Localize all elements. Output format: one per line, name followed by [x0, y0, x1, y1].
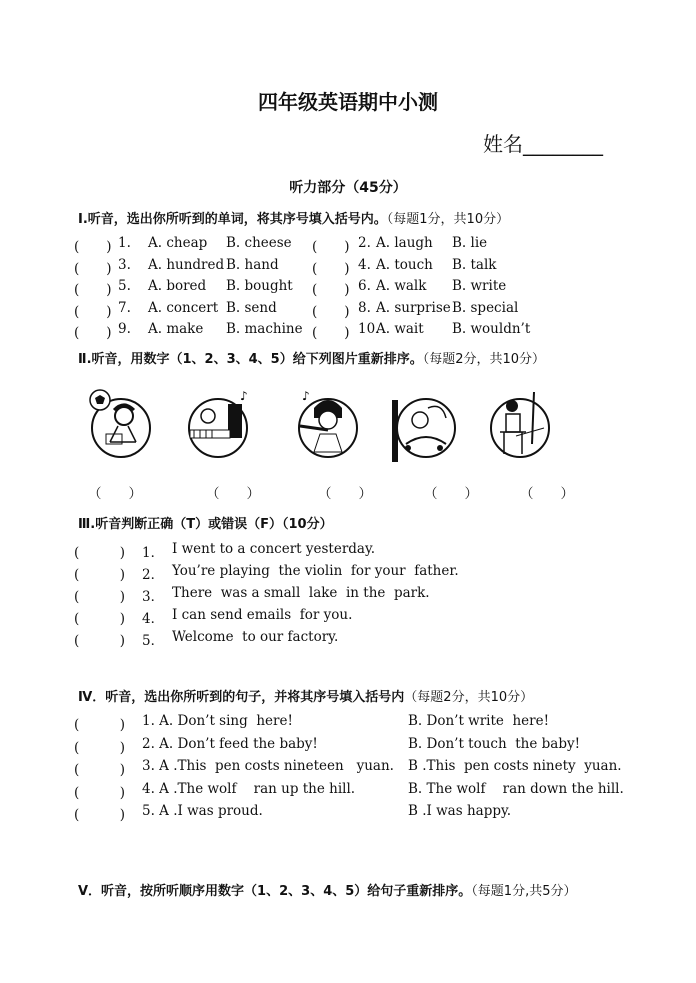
pic-blank-4[interactable]: （ ） [424, 486, 478, 502]
football-icon [88, 386, 154, 464]
item-number: 4. [358, 256, 371, 273]
sec5-score: （每题1分,共5分） [471, 884, 577, 899]
answer-blank[interactable]: ( ) [74, 260, 112, 277]
sec4-heading-text: Ⅳ．听音，选出你所听到的句子，并将其序号填入括号内 [78, 690, 405, 705]
listening-heading: 听力部分（45分） [289, 180, 407, 196]
option-b: B. lie [452, 235, 488, 251]
option-a: A. wait [376, 321, 424, 337]
option-b: B .This pen costs ninety yuan. [408, 758, 622, 774]
item-number: 9. [118, 321, 131, 337]
page-title: 四年级英语期中小测 [258, 90, 438, 114]
option-a: A. bored [148, 278, 207, 294]
option-b: B. talk [452, 256, 497, 273]
name-blank: ________ [523, 132, 603, 156]
answer-blank[interactable]: ( ) [312, 303, 350, 320]
option-a: 2. A. Don’t feed the baby! [142, 735, 318, 752]
sec1-heading-text: Ⅰ.听音，选出你所听到的单词，将其序号填入括号内。 [78, 212, 387, 227]
option-a: A. touch [376, 256, 433, 273]
answer-blank[interactable]: ( ) [74, 303, 112, 320]
answer-blank[interactable]: ( ) [312, 282, 350, 298]
option-b: B. Don’t touch the baby! [408, 735, 581, 752]
sec3-heading-text: Ⅲ.听音判断正确（T）或错误（F）（10分） [78, 517, 333, 532]
sec3-heading [78, 513, 333, 532]
answer-blank[interactable]: ( ) [312, 260, 350, 277]
answer-blank[interactable]: ( ) [74, 239, 112, 255]
item-number: 3. [118, 256, 131, 273]
pic-blank-1[interactable]: （ ） [88, 486, 142, 502]
statement-text: I went to a concert yesterday. [172, 541, 376, 557]
option-a: A. laugh [376, 235, 433, 251]
answer-blank[interactable]: ( ) [74, 325, 112, 341]
answer-blank[interactable]: ( ) [74, 589, 126, 605]
svg-text:♪: ♪ [302, 389, 310, 403]
item-number: 6. [358, 278, 371, 294]
pic-blank-5[interactable]: （ ） [520, 486, 574, 502]
name-label: 姓名 [483, 132, 523, 156]
piano-icon [184, 386, 250, 464]
dancing-icon [392, 386, 458, 464]
statement-text: I can send emails for you. [172, 607, 353, 623]
sec2-heading-text: Ⅱ.听音，用数字（1、2、3、4、5）给下列图片重新排序。 [78, 352, 423, 367]
sec5-heading-text: Ⅴ．听音，按所听顺序用数字（1、2、3、4、5）给句子重新排序。 [78, 884, 472, 899]
item-number: 7. [118, 299, 131, 316]
option-a: A. concert [148, 299, 219, 316]
option-b: B .I was happy. [408, 803, 512, 819]
statement-text: Welcome to our factory. [172, 629, 339, 645]
pic-blank-3[interactable]: （ ） [318, 486, 372, 502]
name-field [483, 128, 603, 157]
answer-blank[interactable]: ( ) [74, 762, 126, 778]
answer-blank[interactable]: ( ) [74, 633, 126, 649]
answer-blank[interactable]: ( ) [74, 717, 126, 733]
option-b: B. hand [226, 256, 279, 273]
item-number: 2． [142, 567, 165, 583]
item-number: 5. [118, 278, 131, 294]
svg-text:♪: ♪ [240, 389, 248, 403]
answer-blank[interactable]: ( ) [74, 784, 126, 801]
item-number: 1． [142, 545, 165, 561]
option-a: 4. A .The wolf ran up the hill. [142, 780, 356, 797]
sec1-score: （每题1分，共10分） [386, 212, 510, 227]
option-b: B. wouldn’t [452, 321, 531, 337]
answer-blank[interactable]: ( ) [74, 282, 112, 298]
sec5-heading [78, 880, 576, 899]
option-a: A. cheap [148, 235, 208, 251]
sec2-score: （每题2分，共10分） [422, 352, 546, 367]
option-b: B. bought [226, 278, 293, 294]
sec1-heading [78, 208, 509, 227]
flute-icon [294, 386, 360, 464]
option-a: A. hundred [148, 256, 225, 273]
erhu-icon [486, 386, 552, 464]
option-a: A. make [148, 321, 204, 337]
option-a: 3. A .This pen costs nineteen yuan. [142, 758, 394, 774]
item-number: 10. [358, 321, 380, 337]
answer-blank[interactable]: ( ) [312, 239, 350, 255]
option-b: B. Don’t write here! [408, 713, 550, 729]
pic-blank-2[interactable]: （ ） [206, 486, 260, 502]
item-number: 3． [142, 589, 165, 605]
option-b: B. The wolf ran down the hill. [408, 780, 624, 797]
option-b: B. special [452, 299, 519, 316]
answer-blank[interactable]: ( ) [74, 739, 126, 756]
option-a: A. surprise [376, 299, 451, 316]
item-number: 5． [142, 633, 165, 649]
sec4-heading [78, 686, 533, 705]
item-number: 4． [142, 611, 165, 627]
statement-text: You’re playing the violin for your father. [172, 563, 459, 579]
option-b: B. machine [226, 321, 303, 337]
sec4-score: （每题2分，共10分） [404, 690, 534, 705]
sec2-heading [78, 348, 545, 367]
answer-blank[interactable]: ( ) [74, 567, 126, 583]
option-a: 1. A. Don’t sing here! [142, 713, 293, 729]
answer-blank[interactable]: ( ) [74, 611, 126, 627]
item-number: 1. [118, 235, 131, 251]
item-number: 2. [358, 235, 371, 251]
option-b: B. send [226, 299, 277, 316]
answer-blank[interactable]: ( ) [74, 545, 126, 561]
statement-text: There was a small lake in the park. [172, 585, 430, 601]
item-number: 8. [358, 299, 371, 316]
answer-blank[interactable]: ( ) [74, 807, 126, 823]
option-b: B. write [452, 278, 507, 294]
option-a: 5. A .I was proud. [142, 803, 263, 819]
option-b: B. cheese [226, 235, 292, 251]
option-a: A. walk [376, 278, 427, 294]
answer-blank[interactable]: ( ) [312, 325, 350, 341]
